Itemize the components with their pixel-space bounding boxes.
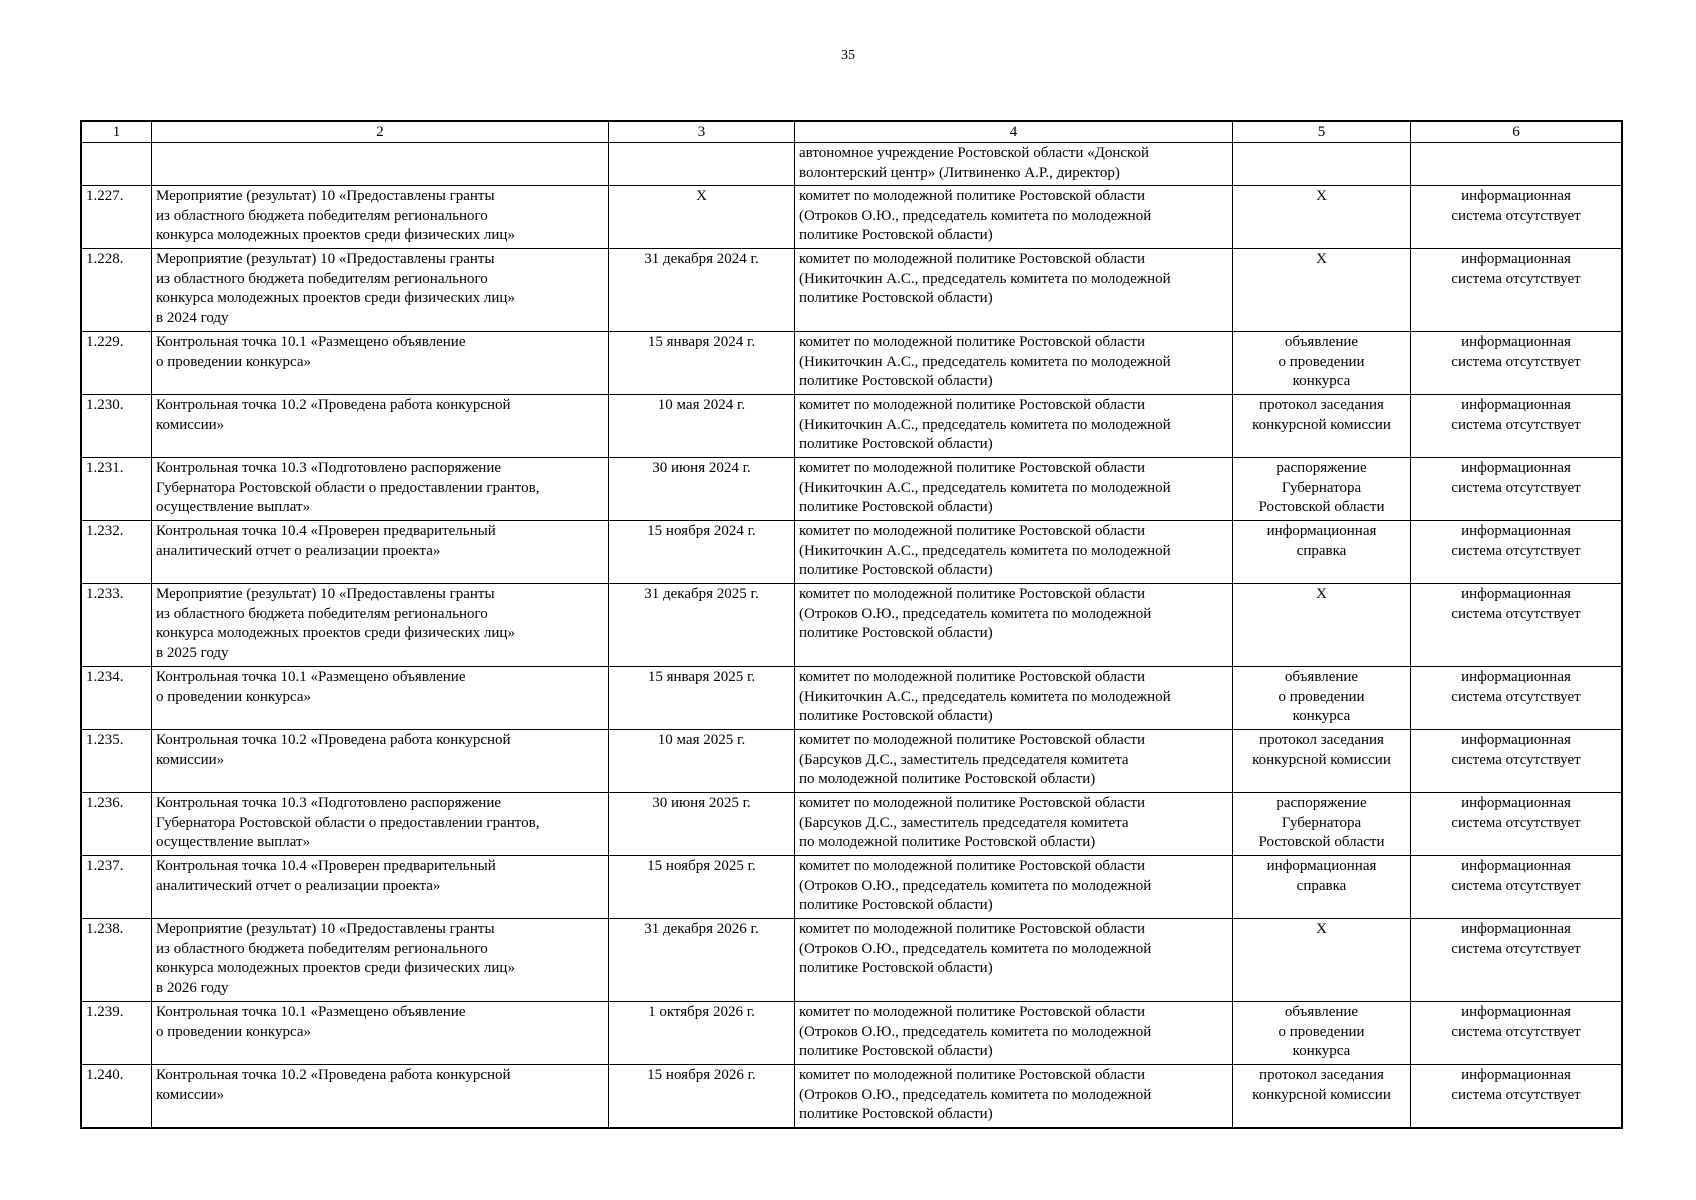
row-number: 1.233. (82, 584, 152, 667)
confirming-document: протокол заседания конкурсной комиссии (1233, 1065, 1411, 1128)
information-system: информационная система отсутствует (1411, 186, 1622, 249)
table-row (82, 521, 1622, 584)
confirming-document: распоряжение Губернатора Ростовской области (1233, 458, 1411, 521)
confirming-document: информационная справка (1233, 856, 1411, 919)
table-row (82, 584, 1622, 667)
event-name: Мероприятие (результат) 10 «Предоставлены гранты из областного бюджета победителям регионального конкурса молодежных проектов среди физических лиц» (152, 186, 609, 249)
confirming-document: распоряжение Губернатора Ростовской области (1233, 793, 1411, 856)
row-number: 1.230. (82, 395, 152, 458)
table-header (82, 122, 1622, 143)
confirming-document: Х (1233, 186, 1411, 249)
row-number: 1.234. (82, 667, 152, 730)
information-system: информационная система отсутствует (1411, 667, 1622, 730)
due-date: 15 ноября 2026 г. (609, 1065, 795, 1128)
responsible-party: комитет по молодежной политике Ростовской области (Никиточкин А.С., председатель комитета по молодежной политике Ростовской области) (795, 458, 1233, 521)
confirming-document: объявление о проведении конкурса (1233, 332, 1411, 395)
information-system: информационная система отсутствует (1411, 730, 1622, 793)
due-date: 15 января 2024 г. (609, 332, 795, 395)
event-name: Контрольная точка 10.4 «Проверен предварительный аналитический отчет о реализации проекта» (152, 856, 609, 919)
event-name: Контрольная точка 10.1 «Размещено объявление о проведении конкурса» (152, 1002, 609, 1065)
row-number: 1.238. (82, 919, 152, 1002)
table-row (82, 395, 1622, 458)
column-header: 3 (609, 122, 795, 143)
row-number: 1.239. (82, 1002, 152, 1065)
due-date: 15 ноября 2025 г. (609, 856, 795, 919)
information-system: информационная система отсутствует (1411, 458, 1622, 521)
confirming-document: информационная справка (1233, 521, 1411, 584)
information-system: информационная система отсутствует (1411, 1002, 1622, 1065)
row-number: 1.228. (82, 249, 152, 332)
confirming-document: Х (1233, 919, 1411, 1002)
information-system (1411, 143, 1622, 186)
confirming-document: объявление о проведении конкурса (1233, 667, 1411, 730)
table-row (82, 667, 1622, 730)
row-number: 1.229. (82, 332, 152, 395)
responsible-party: комитет по молодежной политике Ростовской области (Отроков О.Ю., председатель комитета по молодежной политике Ростовской области) (795, 186, 1233, 249)
due-date: 1 октября 2026 г. (609, 1002, 795, 1065)
plan-table (81, 121, 1622, 1128)
table-body (82, 143, 1622, 1128)
table-row (82, 793, 1622, 856)
responsible-party: комитет по молодежной политике Ростовской области (Никиточкин А.С., председатель комитета по молодежной политике Ростовской области) (795, 667, 1233, 730)
table-row (82, 186, 1622, 249)
header-row (82, 122, 1622, 143)
row-number: 1.240. (82, 1065, 152, 1128)
row-number: 1.235. (82, 730, 152, 793)
event-name: Мероприятие (результат) 10 «Предоставлены гранты из областного бюджета победителям регионального конкурса молодежных проектов среди физических лиц» в 2024 году (152, 249, 609, 332)
event-name: Мероприятие (результат) 10 «Предоставлены гранты из областного бюджета победителям регионального конкурса молодежных проектов среди физических лиц» в 2026 году (152, 919, 609, 1002)
table-row (82, 332, 1622, 395)
page-number: 35 (841, 48, 855, 63)
column-header: 5 (1233, 122, 1411, 143)
due-date: 31 декабря 2024 г. (609, 249, 795, 332)
table-row (82, 458, 1622, 521)
due-date: 10 мая 2024 г. (609, 395, 795, 458)
responsible-party: комитет по молодежной политике Ростовской области (Никиточкин А.С., председатель комитета по молодежной политике Ростовской области) (795, 249, 1233, 332)
information-system: информационная система отсутствует (1411, 395, 1622, 458)
event-name: Контрольная точка 10.2 «Проведена работа конкурсной комиссии» (152, 730, 609, 793)
table-row (82, 249, 1622, 332)
row-number (82, 143, 152, 186)
responsible-party: комитет по молодежной политике Ростовской области (Отроков О.Ю., председатель комитета по молодежной политике Ростовской области) (795, 1065, 1233, 1128)
responsible-party: комитет по молодежной политике Ростовской области (Отроков О.Ю., председатель комитета по молодежной политике Ростовской области) (795, 856, 1233, 919)
confirming-document: Х (1233, 584, 1411, 667)
information-system: информационная система отсутствует (1411, 332, 1622, 395)
event-name: Контрольная точка 10.3 «Подготовлено распоряжение Губернатора Ростовской области о предоставлении грантов, осуществление выплат» (152, 793, 609, 856)
information-system: информационная система отсутствует (1411, 1065, 1622, 1128)
responsible-party: автономное учреждение Ростовской области «Донской волонтерский центр» (Литвиненко А.Р., директор) (795, 143, 1233, 186)
information-system: информационная система отсутствует (1411, 249, 1622, 332)
table-row (82, 1002, 1622, 1065)
table-row (82, 919, 1622, 1002)
information-system: информационная система отсутствует (1411, 856, 1622, 919)
due-date: 10 мая 2025 г. (609, 730, 795, 793)
confirming-document: объявление о проведении конкурса (1233, 1002, 1411, 1065)
event-name: Контрольная точка 10.2 «Проведена работа конкурсной комиссии» (152, 395, 609, 458)
event-name (152, 143, 609, 186)
confirming-document: протокол заседания конкурсной комиссии (1233, 395, 1411, 458)
due-date: 15 ноября 2024 г. (609, 521, 795, 584)
table-row (82, 730, 1622, 793)
due-date: 31 декабря 2026 г. (609, 919, 795, 1002)
due-date: 15 января 2025 г. (609, 667, 795, 730)
row-number: 1.231. (82, 458, 152, 521)
responsible-party: комитет по молодежной политике Ростовской области (Барсуков Д.С., заместитель председателя комитета по молодежной политике Ростовской области) (795, 793, 1233, 856)
confirming-document: протокол заседания конкурсной комиссии (1233, 730, 1411, 793)
column-header: 2 (152, 122, 609, 143)
table-row (82, 1065, 1622, 1128)
row-number: 1.237. (82, 856, 152, 919)
responsible-party: комитет по молодежной политике Ростовской области (Никиточкин А.С., председатель комитета по молодежной политике Ростовской области) (795, 521, 1233, 584)
table-row (82, 143, 1622, 186)
event-name: Контрольная точка 10.4 «Проверен предварительный аналитический отчет о реализации проекта» (152, 521, 609, 584)
column-header: 1 (82, 122, 152, 143)
confirming-document: Х (1233, 249, 1411, 332)
due-date: Х (609, 186, 795, 249)
responsible-party: комитет по молодежной политике Ростовской области (Отроков О.Ю., председатель комитета по молодежной политике Ростовской области) (795, 1002, 1233, 1065)
due-date: 30 июня 2024 г. (609, 458, 795, 521)
event-name: Мероприятие (результат) 10 «Предоставлены гранты из областного бюджета победителям регионального конкурса молодежных проектов среди физических лиц» в 2025 году (152, 584, 609, 667)
due-date (609, 143, 795, 186)
row-number: 1.232. (82, 521, 152, 584)
event-name: Контрольная точка 10.2 «Проведена работа конкурсной комиссии» (152, 1065, 609, 1128)
column-header: 4 (795, 122, 1233, 143)
responsible-party: комитет по молодежной политике Ростовской области (Барсуков Д.С., заместитель председателя комитета по молодежной политике Ростовской области) (795, 730, 1233, 793)
information-system: информационная система отсутствует (1411, 521, 1622, 584)
event-name: Контрольная точка 10.1 «Размещено объявление о проведении конкурса» (152, 332, 609, 395)
information-system: информационная система отсутствует (1411, 793, 1622, 856)
confirming-document (1233, 143, 1411, 186)
row-number: 1.227. (82, 186, 152, 249)
information-system: информационная система отсутствует (1411, 919, 1622, 1002)
table-row (82, 856, 1622, 919)
column-header: 6 (1411, 122, 1622, 143)
responsible-party: комитет по молодежной политике Ростовской области (Отроков О.Ю., председатель комитета по молодежной политике Ростовской области) (795, 584, 1233, 667)
due-date: 31 декабря 2025 г. (609, 584, 795, 667)
due-date: 30 июня 2025 г. (609, 793, 795, 856)
responsible-party: комитет по молодежной политике Ростовской области (Отроков О.Ю., председатель комитета по молодежной политике Ростовской области) (795, 919, 1233, 1002)
event-name: Контрольная точка 10.1 «Размещено объявление о проведении конкурса» (152, 667, 609, 730)
row-number: 1.236. (82, 793, 152, 856)
responsible-party: комитет по молодежной политике Ростовской области (Никиточкин А.С., председатель комитета по молодежной политике Ростовской области) (795, 395, 1233, 458)
information-system: информационная система отсутствует (1411, 584, 1622, 667)
responsible-party: комитет по молодежной политике Ростовской области (Никиточкин А.С., председатель комитета по молодежной политике Ростовской области) (795, 332, 1233, 395)
event-name: Контрольная точка 10.3 «Подготовлено распоряжение Губернатора Ростовской области о предоставлении грантов, осуществление выплат» (152, 458, 609, 521)
